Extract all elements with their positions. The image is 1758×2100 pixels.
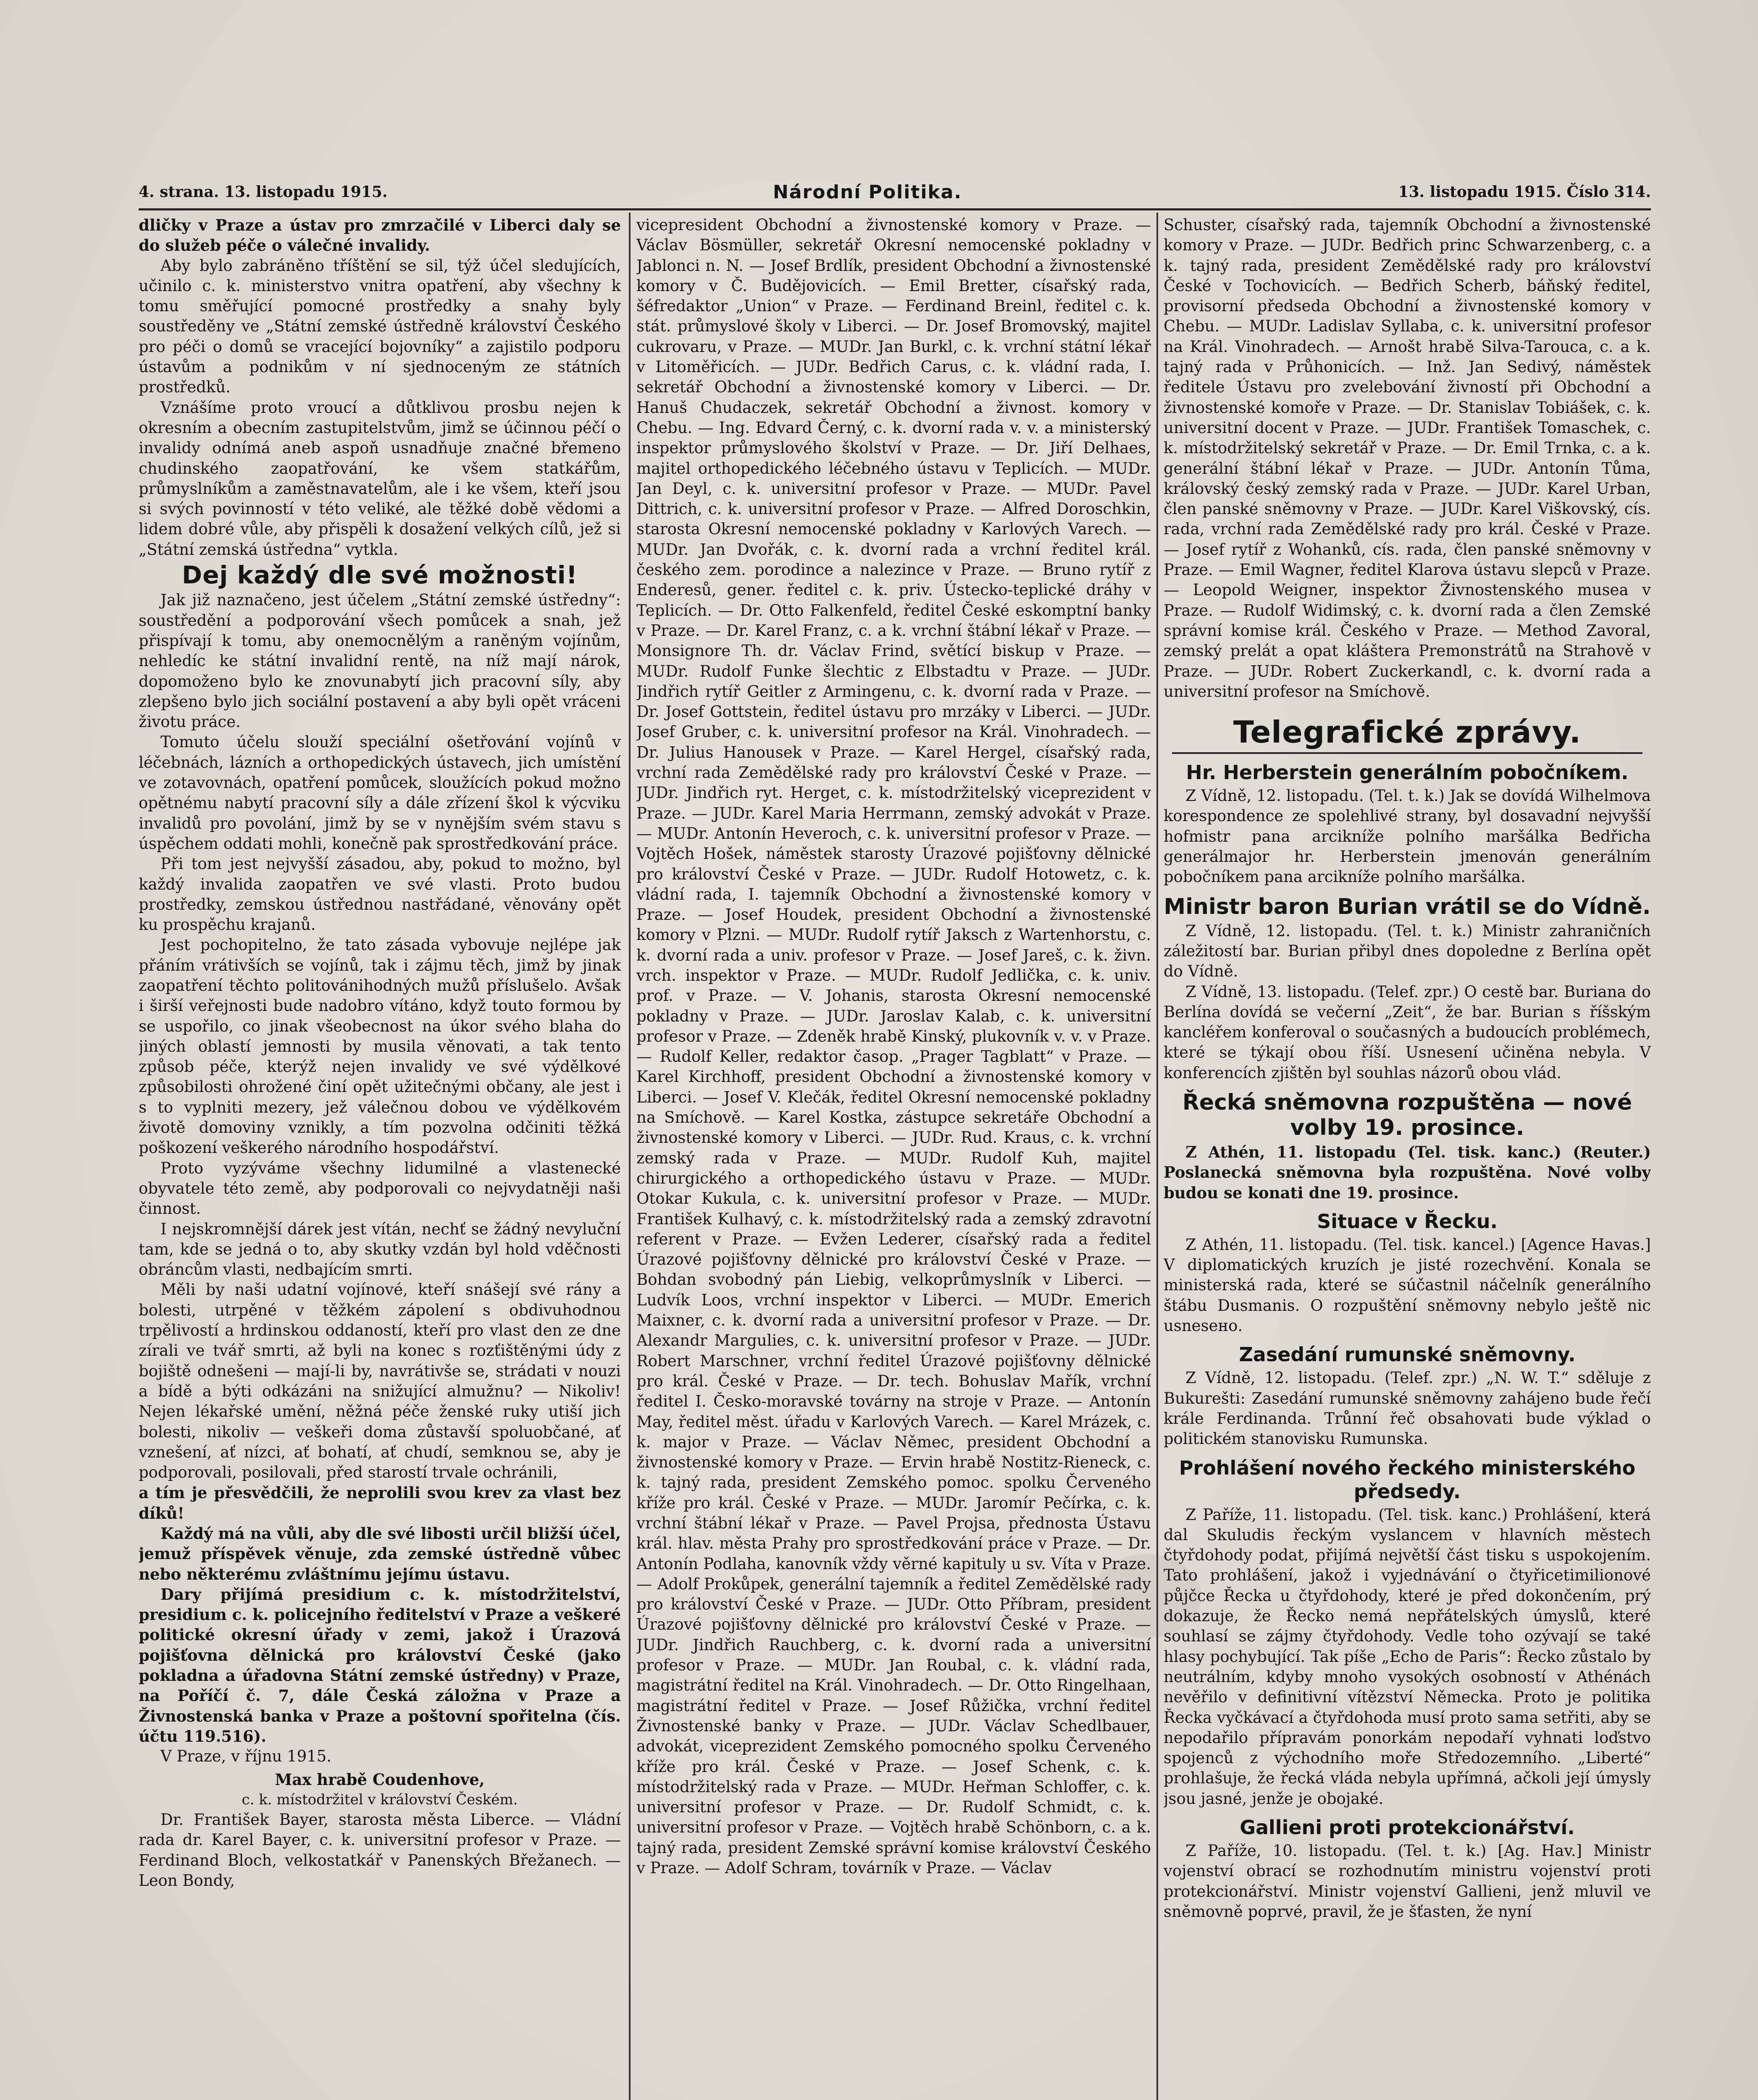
signatories-list: Schuster, císařský rada, tajemník Obchodní a živnostenské komory v Praze. — JUDr. Bedřich princ Schwarzenberg, c. a k. tajný rada, president Zemědělské rady pro království České v Tochovicích. — Bedřich Scherb, báňský ředitel, provisorní předseda Obchodní a živnostenské komory v Chebu. — MUDr. Ladislav Syllaba, c. k. universitní profesor na Král. Vinohradech. — Arnošt hrabě Silva-Tarouca, c. a k. tajný rada v Průhonicích. — Inž. Jan Sedivý, náměstek ředitele Ústavu pro zvelebování živností při Obchodní a živnostenské komoře v Praze. — Dr. Stanislav Tobiášek, c. k. universitní docent v Praze. — JUDr. František Tomaschek, c. k. místodržitelský sekretář v Praze. — Dr. Emil Trnka, c. a k. generální štábní lékař v Praze. — JUDr. Antonín Tůma, královský český zemský rada v Praze. — JUDr. Karel Urban, člen panské sněmovny v Praze. — JUDr. Karel Viškovský, cís. rada, vrchní rada Zemědělské rady pro král. České v Praze. — Josef rytíř z Wohanků, cís. rada, člen panské sněmovny v Praze. — Emil Wagner, ředitel Klarova ústavu slepců v Praze. — Leopold Weigner, inspektor Živnostenského musea v Praze. — Rudolf Widimský, c. k. dvorní rada a člen Zemské správní komise král. Českého v Praze. — Method Zavoral, zemský prelát a opat kláštera Premonstrátů na Strahově v Praze. — JUDr. Robert Zuckerkandl, c. k. dvorní rada a universitní profesor na Smíchově. (1164, 216, 1651, 701)
news-headline: Řecká sněmovna rozpuštěna — nové volby 19. prosince. (1182, 1089, 1632, 1140)
place-date: V Praze, v říjnu 1915. (160, 1747, 332, 1766)
column-3 (1164, 215, 1651, 2100)
header-date-left: 4. strana. 13. listopadu 1915. (139, 183, 388, 201)
news-text: Z Paříže, 10. listopadu. (Tel. t. k.) [Ag. Hav.] Ministr vojenství obrací se rozhodnutím ministru vojenství proti protekcionářství. Ministr vojenství Gallieni, jenž mluvil ve sněmovně poprvé, pravil, že je šťasten, že nyní (1164, 1842, 1651, 1921)
news-headline: Hr. Herberstein generálním pobočníkem. (1186, 761, 1629, 784)
news-headline: Gallieni proti protekcionářství. (1240, 1816, 1575, 1839)
header-rule (139, 208, 1651, 210)
article-text: Jest pochopitelno, že tato zásada vybovuje nejlépe jak přáním vrátivších se vojínů, tak i zájmu těch, jimž by jinak zaopatření těchto politovánihodných mužů příslušelo. Avšak i širší veřejnosti bude nadobro vítáno, když touto formou by se uspořilo, co jinak všeobecnost na úkor svého blaha do jiných oblastí jemnosti by musila věnovati, a tak tento způsob péče, kterýž nejen invalidy ve své výdělkové způsobilosti ohrožené činí opět užitečnými občany, ale jest i s to vyplniti mezery, jež válečnou dobou ve výdělkovém životě domoviny vznikly, a tím pozvolna odčiniti těžká poškození veškerého národního hospodářství. (139, 936, 621, 1157)
column-2 (636, 215, 1151, 2100)
signature-name: Max hrabě Coudenhove, (275, 1770, 485, 1789)
news-text: Z Vídně, 12. listopadu. (Tel. t. k.) Ministr zahraničních záležitostí bar. Burian přibyl dnes dopoledne z Berlína opět do Vídně. (1164, 921, 1651, 981)
section-heading: Dej každý dle své možnosti! (181, 561, 578, 590)
article-text: Při tom jest nejvyšší zásadou, aby, pokud to možno, byl každý invalida zaopatřen ve své vlasti. Proto budou prostředky, zemskou ústřednou nastřádané, věnovány opět ku prospěchu krajanů. (139, 855, 621, 934)
donation-info: Dary přijímá presidium c. k. místodržitelství, presidium c. k. policejního ředitelství v Praze a veškeré politické okresní úřady v zemi, jakož i Úrazová pojišťovna dělnická pro království České (jako pokladna a úřadovna Státní zemské ústředny) v Praze, na Poříčí č. 7, dále Česká záložna v Praze a Živnostenská banka v Praze a poštovní spořitelna (čís. účtu 119.516). (139, 1585, 621, 1746)
article-text: dličky v Praze a ústav pro zmrzačilé v Liberci daly se do služeb péče o válečné invalidy. (139, 216, 621, 255)
article-text-bold: Každý má na vůli, aby dle své libosti určil bližší účel, jemuž příspěvek věnuje, zda zemské ústředně vůbec nebo některému zvláštnímu jejímu ústavu. (139, 1524, 621, 1583)
news-text: Z Vídně, 12. listopadu. (Telef. zpr.) „N. W. T.“ sděluje z Bukurešti: Zasedání rumunské sněmovny zahájeno bude řečí krále Ferdinanda. Trůnní řeč obsahovati bude výklad o politickém stanovisku Rumunska. (1164, 1369, 1651, 1448)
news-headline: Ministr baron Burian vrátil se do Vídně. (1164, 894, 1651, 919)
news-headline: Zasedání rumunské sněmovny. (1239, 1343, 1576, 1366)
page-header (139, 183, 1651, 205)
article-text: I nejskromnější dárek jest vítán, nechť se žádný nevyluční tam, kde se jedná o to, aby skutky vzdán byl hold vděčnosti obráncům vlasti, nedbajícím smrti. (139, 1220, 621, 1279)
news-text: Z Vídně, 12. listopadu. (Tel. t. k.) Jak se dovídá Wilhelmova korespondence ze spolehlivé strany, byl dosavadní nejvyšší hofmistr pana arcikníže polního maršálka Bedřicha generálmajor hr. Herberstein jmenován generálním pobočníkem pana arcikníže polního maršálka. (1164, 787, 1651, 886)
news-text: Z Athén, 11. listopadu (Tel. tisk. kanc.) (Reuter.) Poslanecká sněmovna byla rozpuštěna. Nové volby budou se konati dne 19. prosince. (1164, 1142, 1651, 1202)
masthead: Národní Politika. (773, 181, 962, 203)
news-headline: Prohlášení nového řeckého ministerského předsedy. (1179, 1456, 1636, 1503)
column-divider (1156, 213, 1158, 2100)
header-issue-right: 13. listopadu 1915. Číslo 314. (1398, 183, 1651, 201)
article-emphasis: a tím je přesvědčili, že neprolili svou krev za vlast bez díků! (139, 1483, 621, 1522)
signatories-list: Dr. František Bayer, starosta města Liberce. — Vládní rada dr. Karel Bayer, c. k. universitní profesor v Praze. — Ferdinand Bloch, velkostatkář v Panenských Břežanech. — Leon Bondy, (139, 1811, 621, 1890)
article-text: Tomuto účelu slouží speciální ošetřování vojínů v léčebnách, lázních a orthopedických ústavech, jich umístění ve zotavovnách, opatření pomůcek, sloužících pokud možno opětnému nabytí pracovní síly a dále zřízení škol k výcviku invalidů pro povolání, jimž by se v nynějším svém stavu s úspěchem oddati mohli, konečně pak sprostředkování práce. (139, 733, 621, 853)
column-1 (139, 215, 621, 2100)
signatories-list: vicepresident Obchodní a živnostenské komory v Praze. — Václav Bösmüller, sekretář Okresní nemocenské pokladny v Jablonci n. N. — Josef Brdlík, president Obchodní a živnostenské komory v Č. Budějovicích. — Emil Bretter, císařský rada, šéfredaktor „Union“ v Praze. — Ferdinand Breinl, ředitel c. k. stát. průmyslové školy v Liberci. — Dr. Josef Bromovský, majitel cukrovaru, v Praze. — MUDr. Jan Burkl, c. k. vrchní státní lékař v Litoměřicích. — JUDr. Bedřich Carus, c. k. vládní rada, I. sekretář Obchodní a živnostenské komory v Liberci. — Dr. Hanuš Chudaczek, sekretář Obchodní a živnost. komory v Chebu. — Ing. Edvard Černý, c. k. dvorní rada v. v. a ministerský inspektor průmyslového školství v Praze. — Dr. Jiří Delhaes, majitel orthopedického léčebného ústavu v Teplicích. — MUDr. Jan Deyl, c. k. universitní profesor v Praze. — MUDr. Pavel Dittrich, c. k. universitní profesor v Praze. — Alfred Doroschkin, starosta Okresní nemocenské pokladny v Karlových Varech. — MUDr. Jan Dvořák, c. k. dvorní rada a vrchní ředitel král. českého zem. porodince a nalezince v Praze. — Bruno rytíř z Enderesů, gener. ředitel c. k. priv. Ústecko-teplické dráhy v Teplicích. — Dr. Otto Falkenfeld, ředitel České eskomptní banky v Praze. — Dr. Karel Franz, c. a k. vrchní štábní lékař v Praze. — Monsignore Th. dr. Václav Frind, světící biskup v Praze. — MUDr. Rudolf Funke šlechtic z Elbstadtu v Praze. — JUDr. Jindřich rytíř Geitler z Armingenu, c. k. dvorní rada v Praze. — Dr. Josef Gottstein, ředitel ústavu pro mrzáky v Liberci. — JUDr. Josef Gruber, c. k. universitní profesor na Král. Vinohradech. — Dr. Julius Hanousek v Praze. — Karel Hergel, císařský rada, vrchní rada Zemědělské rady pro království České v Praze. — JUDr. Jindřich ryt. Herget, c. k. místodržitelský viceprezident v Praze. — JUDr. Karel Maria Herrmann, zemský advokát v Praze. — MUDr. Antonín Heveroch, c. k. universitní profesor v Praze. — Vojtěch Hošek, náměstek starosty Úrazové pojišťovny dělnické pro království České v Praze. — JUDr. Rudolf Hotowetz, c. k. vládní rada, I. tajemník Obchodní a živnostenské komory v Praze. — Josef Houdek, president Obchodní a živnostenské komory v Plzni. — MUDr. Rudolf rytíř Jaksch z Wartenhorstu, c. k. dvorní rada a univ. profesor v Praze. — Josef Jareš, c. k. živn. vrch. inspektor v Praze. — MUDr. Rudolf Jedlička, c. k. univ. prof. v Praze. — V. Johanis, starosta Okresní nemocenské pokladny v Praze. — JUDr. Jaroslav Kalab, c. k. universitní profesor v Praze. — Zdeněk hrabě Kinský, plukovník v. v. v Praze. — Rudolf Keller, redaktor časop. „Prager Tagblatt“ v Praze. — Karel Kirchhoff, president Obchodní a živnostenské komory v Liberci. — Josef V. Klečák, ředitel Okresní nemocenské pokladny na Smíchově. — Karel Kostka, zástupce sekretáře Obchodní a živnostenské komory v Liberci. — JUDr. Rud. Kraus, c. k. vrchní zemský rada v Praze. — MUDr. Rudolf Kuh, majitel chirurgického a orthopedického ústavu v Praze. — MUDr. Otokar Kukula, c. k. universitní profesor v Praze. — MUDr. František Kulhavý, c. k. místodržitelský rada a zemský zdravotní referent v Praze. — Evžen Lederer, císařský rada a ředitel Úrazové pojišťovny dělnické pro království České v Praze. — Bohdan svobodný pán Liebig, velkoprůmyslník v Liberci. — Ludvík Loos, vrchní inspektor v Liberci. — MUDr. Emerich Maixner, c. k. dvorní rada a universitní profesor v Praze. — Dr. Alexandr Margulies, c. k. universitní profesor v Praze. — JUDr. Robert Marschner, vrchní ředitel Úrazové pojišťovny dělnické pro král. České v Praze. — Dr. tech. Bohuslav Mařík, vrchní ředitel I. Česko-moravské továrny na stroje v Praze. — Antonín May, ředitel měst. úřadu v Karlových Varech. — Karel Mrázek, c. k. major v Praze. — Václav Němec, president Obchodní a živnostenské komory v Praze. — Ervin hrabě Nostitz-Rieneck, c. k. tajný rada, president Zemského pomoc. spolku Červeného kříže pro král. České v Praze. — MUDr. Jaromír Pečírka, c. k. vrchní štábní lékař v Praze. — Pavel Projsa, přednosta Ústavu král. hlav. města Prahy pro sprostředkování práce v Praze. — Dr. Antonín Podlaha, kanovník vždy věrné kapituly u sv. Víta v Praze. — Adolf Prokůpek, generální tajemník a ředitel Zemědělské rady pro království České v Praze. — JUDr. Otto Příbram, president Úrazové pojišťovny dělnické pro království České v Praze. — JUDr. Jindřich Rauchberg, c. k. dvorní rada a universitní profesor v Praze. — MUDr. Jan Roubal, c. k. vládní rada, magistrátní ředitel na Král. Vinohradech. — Dr. Otto Ringelhaan, magistrátní ředitel v Praze. — Josef Růžička, vrchní ředitel Živnostenské banky v Praze. — JUDr. Václav Schedlbauer, advokát, viceprezident Zemského pomocného spolku Červeného kříže pro král. České v Praze. — Josef Schenk, c. k. místodržitelský rada v Praze. — MUDr. Heřman Schloffer, c. k. universitní profesor v Praze. — Dr. Rudolf Schmidt, c. k. universitní profesor v Praze. — Vojtěch hrabě Schönborn, c. a k. tajný rada, president Zemské správní komise království Českého v Praze. — Adolf Schram, továrník v Praze. — Václav (636, 216, 1151, 1877)
article-text: Vznášíme proto vroucí a důtklivou prosbu nejen k okresním a obecním zastupitelstvům, jimž se účinnou péčí o invalidy odnímá aneb aspoň usnadňuje značné břemeno chudinského zaopatřování, ke všem statkářům, průmyslníkům a zaměstnavatelům, ale i ke všem, kteří jsou si svých povinností v této veliké, ale těžké době vědomi a lidem dobré vůle, aby přispěli k dosažení velkých cílů, jež si „Státní zemská ústředna“ vytkla. (139, 398, 621, 559)
article-text: Aby bylo zabráněno tříštění se sil, týž účel sledujících, učinilo c. k. ministerstvo vnitra opatření, aby všechny k tomu směřující pomocné prostředky a snahy byly soustředěny ve „Státní zemské ústředně království Českého pro péči o domů se vracející bojovníky“ a zajistilo podporu ústavům a podnikům v ní sjednoceným ze státních prostředků. (139, 256, 621, 396)
news-text: Z Athén, 11. listopadu. (Tel. tisk. kancel.) [Agence Havas.] V diplomatických kruzích je jisté rozechvění. Konala se ministerská rada, které se súčastnil náčelník generálního štábu Dusmanis. O rozpuštění sněmovny nebylo ještě nic usnesено. (1164, 1235, 1651, 1335)
article-text: Proto vyzýváme všechny lidumilné a vlastenecké obyvatele této země, aby podporovali co nejvydatněji naši činnost. (139, 1159, 621, 1218)
news-text: Z Paříže, 11. listopadu. (Tel. tisk. kanc.) Prohlášení, která dal Skuludis řeckým vyslancem v hlavních městech čtyřdohody podat, přijímá největší část tisku s uspokojením. Tato prohlášení, jakož i vyjednávání o čtyřicetimilionové půjčce Řecka u čtyřdohody, které je před dokončením, prý dokazuje, že Řecko nemá nepřátelských úmyslů, které souhlasí se zájmy čtyřdohody. Vedle toho ozývají se také hlasy pochybující. Tak píše „Echo de Paris“: Řecko zůstalo by neutrálním, kdyby mnoho vysokých osobností v Athénách nevěřilo v definitivní vítězství Německa. Proto je politika Řecka vyčkávací a čtyřdohoda musí proto sama setřiti, aby se nepodařilo přípravám ponorkám nepodaří vyhnati loďstvo spojenců z východního moře Středozemního. „Liberté“ prohlašuje, že řecká vláda nebyla upřímná, ačkoli její úmysly jsou jasné, jenže je obojaké. (1164, 1505, 1651, 1808)
article-text: Měli by naši udatní vojínové, kteří snášejí své rány a bolesti, utrpěné v těžkém zápolení s obdivuhodnou trpělivostí a hrdinskou oddaností, kteří pro vlast den ze dne zírali ve tvář smrti, až byli na konec s rozťištěnými údy z bojiště odnešeni — mají-li by, navrátivše se, strádati v nouzi a bídě a býti odkázáni na snižující almužnu? — Nikoliv! Nejen lékařské umění, něžná péče ženské ruky utiší jich bolesti, nikoliv — veškeři doma zůstavší spoluobčané, ať vznešení, ať nízci, ať bohatí, ať chudí, semknou se, aby je podporovali, posilovali, před starostí trvale ochránili, (139, 1281, 621, 1482)
signature-title: c. k. místodržitel v království Českém. (242, 1791, 518, 1808)
article-text: Jak již naznačeno, jest účelem „Státní zemské ústředny“: soustředění a podporování všech pomůcek a snah, jež přispívají k tomu, aby onemocnělým a raněným vojínům, nehledíc ke státní invalidní rentě, na níž mají nárok, dopomoženo bylo ke znovunabytí jich pracovní síly, aby zlepšeno bylo jich sociální postavení a aby byli opět vráceni životu práce. (139, 591, 621, 731)
news-text: Z Vídně, 13. listopadu. (Telef. zpr.) O cestě bar. Buriana do Berlína dovídá se večerní „Zeit“, že bar. Burian s říšským kancléřem konferoval o současných a budoucích problémech, které se týkají obou říší. Usnesení učiněna nebyla. V konferencích zjištěn byl souhlas názorů obou vlád. (1164, 982, 1651, 1082)
news-headline: Situace v Řecku. (1317, 1210, 1498, 1233)
telegraph-news-title: Telegrafické zprávy. (1233, 714, 1582, 750)
title-rule (1172, 752, 1642, 754)
column-divider (629, 213, 631, 2100)
